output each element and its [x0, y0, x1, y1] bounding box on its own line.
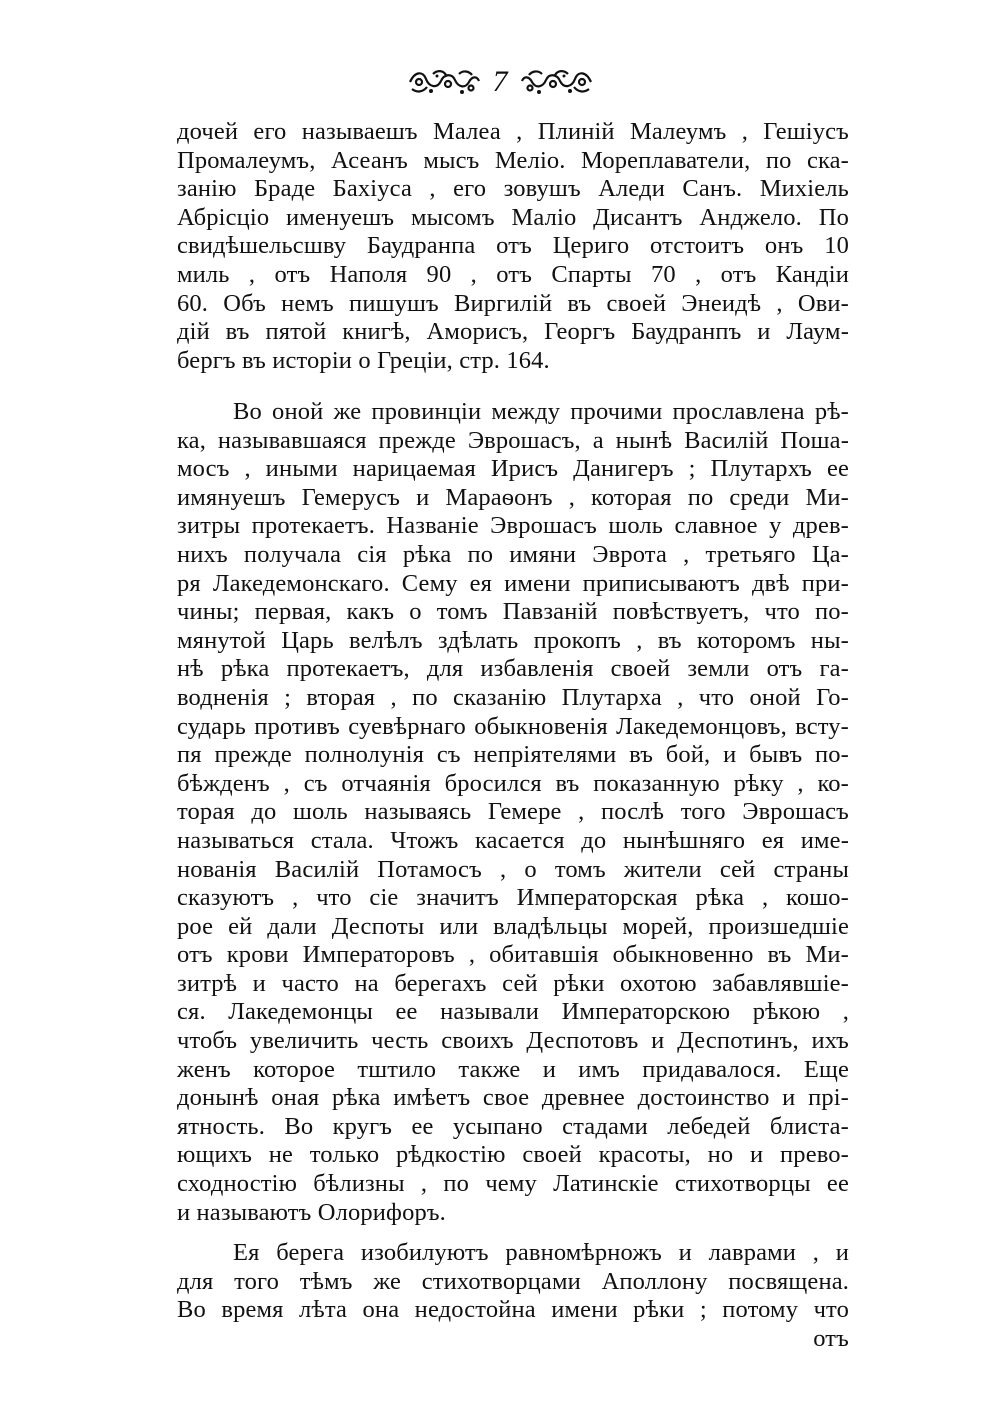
text-line: миль , отъ Наполя 90 , отъ Спарты 70 , отъ Кандіи [177, 260, 849, 288]
text-line: ка, называвшаяся прежде Эврошасъ, а нынѣ Василій Пошa- [177, 426, 849, 454]
text-line: мянутой Царь велѣлъ здѣлать прокопъ , въ которомъ ны- [177, 626, 849, 654]
text-line: ющихъ не только рѣдкостію своей красоты, но и прево- [177, 1141, 849, 1169]
catchword: отъ [813, 1324, 849, 1352]
text-line: Промалеумъ, Асеанъ мысъ Меліо. Мореплаватели, по ска- [177, 146, 849, 174]
text-line: занію Браде Бахіуса , его зовушъ Аледи Санъ. Михіель [177, 175, 849, 203]
text-line: водненія ; вторая , по сказанію Плутарха , что оной Го- [177, 683, 849, 711]
text-line: для того тѣмъ же стихотворцами Аполлону посвящена. [177, 1267, 849, 1295]
text-line: рое ей дали Деспоты или владѣльцы морей, произшедшіе [177, 912, 849, 940]
text-line: нихъ получала сія рѣка по имяни Эврота , третьяго Ца- [177, 540, 849, 568]
text-line: мосъ , иными нарицаемая Ирисъ Данигеръ ; Плутархъ ее [177, 455, 849, 483]
text-line: и называютъ Олорифоръ. [177, 1198, 446, 1226]
text-line: бѣжденъ , съ отчаянія бросился въ показанную рѣку , ко- [177, 769, 849, 797]
text-line: женъ которое тштило также и имъ придавалося. Еще [177, 1055, 849, 1083]
text-line: чины; первая, какъ о томъ Павзаній повѣствуетъ, что по- [177, 598, 849, 626]
text-line: сударь противъ суевѣрнаго обыкновенія Лакедемонцовъ, всту- [177, 712, 849, 740]
text-line: ятность. Во кругъ ее усыпано стадами лебедей блиста- [177, 1112, 849, 1140]
ornament-icon [407, 67, 481, 97]
text-line: пя прежде полнолунія съ непріятелями въ бой, и бывъ по- [177, 741, 849, 769]
text-line: торая до шоль называясь Гемере , послѣ того Эврошасъ [177, 798, 849, 826]
paragraph-1 [177, 118, 849, 375]
paragraph-2 [177, 398, 849, 1227]
page-header [0, 62, 1000, 102]
text-line: отъ крови Императоровъ , обитавшія обыкновенно въ Ми- [177, 941, 849, 969]
text-line: Во оной же провинціи между прочими прославлена рѣ- [233, 398, 849, 425]
text-line: имянуешъ Гемерусъ и Мараѳонъ , которая по среди Ми- [177, 483, 849, 511]
ornament-icon [520, 67, 594, 97]
text-line: нованія Василій Потамосъ , о томъ жители сей страны [177, 855, 849, 883]
text-line: Ея берега изобилуютъ равномѣрножъ и лаврами , и [233, 1239, 849, 1266]
text-line: сказуютъ , что сіе значитъ Императорская рѣка , кошо- [177, 884, 849, 912]
text-line: зитрѣ и часто на берегахъ сей рѣки охотою забавлявшіе- [177, 969, 849, 997]
text-line: сходностію бѣлизны , по чему Латинскіе стихотворцы ее [177, 1170, 849, 1198]
text-line: бергъ въ исторіи о Греціи, стр. 164. [177, 346, 550, 374]
text-line: дій въ пятой книгѣ, Аморисъ, Георгъ Баудранпъ и Лаум- [177, 318, 849, 346]
text-line: называться стала. Чтожъ касается до нынѣшняго ея име- [177, 826, 849, 854]
text-line: чтобъ увеличить честь своихъ Деспотовъ и Деспотинъ, ихъ [177, 1027, 849, 1055]
text-line: ря Лакедемонскаго. Сему ея имени приписываютъ двѣ при- [177, 569, 849, 597]
text-line: Во время лѣта она недостойна имени рѣки ; потому что [177, 1296, 849, 1324]
text-line: Абрісціо именуешъ мысомъ Маліо Дисантъ Анджело. По [177, 203, 849, 231]
paragraph-3 [177, 1239, 849, 1353]
text-line: зитры протекаетъ. Названіе Эврошасъ шоль славное у древ- [177, 512, 849, 540]
text-line: ся. Лакедемонцы ее называли Императорскою рѣкою , [177, 998, 849, 1026]
text-line: нѣ рѣка протекаетъ, для избавленія своей земли отъ га- [177, 655, 849, 683]
text-line: дочей его называешъ Малеа , Плиній Малеумъ , Гешіусъ [177, 118, 849, 145]
text-line: 60. Объ немъ пишушъ Виргилій въ своей Энеидѣ , Ови- [177, 289, 849, 317]
text-line: донынѣ оная рѣка имѣетъ свое древнее достоинство и прі- [177, 1084, 849, 1112]
text-line: свидѣшельсшву Баудранпа отъ Цериго отстоитъ онъ 10 [177, 232, 849, 260]
page-number: 7 [492, 65, 508, 98]
